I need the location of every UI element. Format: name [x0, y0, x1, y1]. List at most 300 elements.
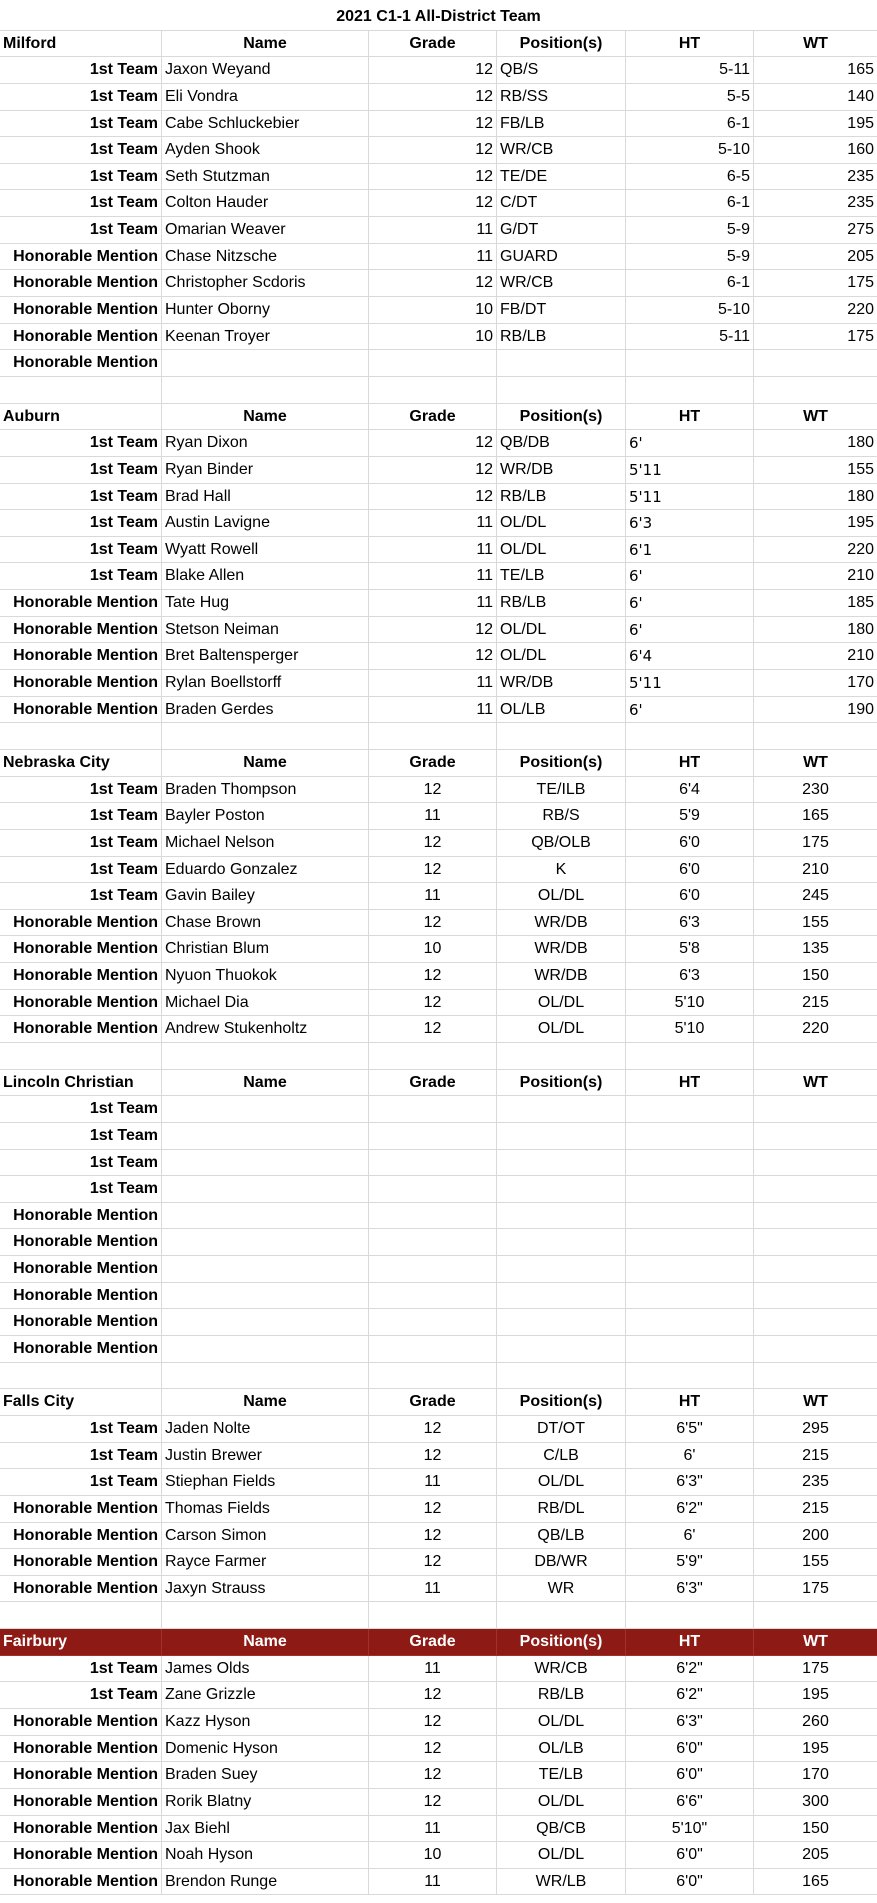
empty-cell[interactable]: [0, 377, 162, 404]
empty-cell[interactable]: [497, 1602, 626, 1629]
player-height[interactable]: 6'4: [626, 777, 754, 804]
honor-level[interactable]: Honorable Mention: [0, 244, 162, 271]
player-position[interactable]: WR/CB: [497, 137, 626, 164]
player-position[interactable]: OL/LB: [497, 697, 626, 724]
honor-level[interactable]: 1st Team: [0, 84, 162, 111]
player-name[interactable]: Carson Simon: [162, 1523, 369, 1550]
header-height[interactable]: HT: [626, 31, 754, 58]
player-name[interactable]: Brendon Runge: [162, 1869, 369, 1896]
player-name[interactable]: Andrew Stukenholtz: [162, 1016, 369, 1043]
player-name[interactable]: Justin Brewer: [162, 1443, 369, 1470]
team-name[interactable]: Falls City: [0, 1389, 162, 1416]
empty-cell[interactable]: [369, 1043, 497, 1070]
player-name[interactable]: Michael Dia: [162, 990, 369, 1017]
player-name[interactable]: Thomas Fields: [162, 1496, 369, 1523]
player-weight[interactable]: [754, 350, 877, 377]
honor-level[interactable]: Honorable Mention: [0, 1283, 162, 1310]
player-position[interactable]: [497, 1123, 626, 1150]
player-grade[interactable]: 12: [369, 270, 497, 297]
honor-level[interactable]: Honorable Mention: [0, 1309, 162, 1336]
empty-cell[interactable]: [0, 1363, 162, 1390]
player-grade[interactable]: 12: [369, 1682, 497, 1709]
header-name[interactable]: Name: [162, 750, 369, 777]
empty-cell[interactable]: [754, 1363, 877, 1390]
player-height[interactable]: [626, 1123, 754, 1150]
player-name[interactable]: Stetson Neiman: [162, 617, 369, 644]
empty-cell[interactable]: [497, 1363, 626, 1390]
player-height[interactable]: [626, 1176, 754, 1203]
player-weight[interactable]: 165: [754, 803, 877, 830]
player-grade[interactable]: 11: [369, 1656, 497, 1683]
player-weight[interactable]: 220: [754, 537, 877, 564]
header-grade[interactable]: Grade: [369, 404, 497, 431]
player-name[interactable]: [162, 1283, 369, 1310]
player-position[interactable]: WR/DB: [497, 457, 626, 484]
player-grade[interactable]: 12: [369, 164, 497, 191]
header-height[interactable]: HT: [626, 1389, 754, 1416]
player-name[interactable]: [162, 1203, 369, 1230]
honor-level[interactable]: Honorable Mention: [0, 1203, 162, 1230]
player-height[interactable]: 6-1: [626, 190, 754, 217]
player-position[interactable]: TE/DE: [497, 164, 626, 191]
player-grade[interactable]: 11: [369, 1469, 497, 1496]
player-position[interactable]: OL/DL: [497, 1789, 626, 1816]
empty-cell[interactable]: [162, 723, 369, 750]
player-grade[interactable]: 12: [369, 111, 497, 138]
player-position[interactable]: K: [497, 857, 626, 884]
player-weight[interactable]: 205: [754, 1842, 877, 1869]
header-name[interactable]: Name: [162, 1629, 369, 1656]
player-position[interactable]: QB/CB: [497, 1816, 626, 1843]
honor-level[interactable]: Honorable Mention: [0, 1816, 162, 1843]
header-position[interactable]: Position(s): [497, 1389, 626, 1416]
honor-level[interactable]: 1st Team: [0, 1123, 162, 1150]
player-grade[interactable]: [369, 1176, 497, 1203]
honor-level[interactable]: Honorable Mention: [0, 1762, 162, 1789]
player-name[interactable]: Stiephan Fields: [162, 1469, 369, 1496]
player-weight[interactable]: [754, 1096, 877, 1123]
honor-level[interactable]: Honorable Mention: [0, 1842, 162, 1869]
player-height[interactable]: 6'0": [626, 1869, 754, 1896]
empty-cell[interactable]: [162, 1602, 369, 1629]
player-weight[interactable]: 235: [754, 190, 877, 217]
player-grade[interactable]: 11: [369, 803, 497, 830]
empty-cell[interactable]: [754, 1043, 877, 1070]
player-grade[interactable]: 12: [369, 777, 497, 804]
honor-level[interactable]: Honorable Mention: [0, 350, 162, 377]
player-weight[interactable]: 170: [754, 1762, 877, 1789]
player-weight[interactable]: 140: [754, 84, 877, 111]
player-grade[interactable]: 11: [369, 217, 497, 244]
player-position[interactable]: [497, 1150, 626, 1177]
player-weight[interactable]: 180: [754, 430, 877, 457]
player-grade[interactable]: 12: [369, 857, 497, 884]
header-height[interactable]: HT: [626, 1629, 754, 1656]
player-position[interactable]: [497, 350, 626, 377]
player-height[interactable]: 6'5": [626, 1416, 754, 1443]
player-name[interactable]: Seth Stutzman: [162, 164, 369, 191]
player-grade[interactable]: 11: [369, 537, 497, 564]
empty-cell[interactable]: [162, 1363, 369, 1390]
player-position[interactable]: DB/WR: [497, 1549, 626, 1576]
empty-cell[interactable]: [754, 377, 877, 404]
player-height[interactable]: 6'0": [626, 1736, 754, 1763]
player-weight[interactable]: [754, 1123, 877, 1150]
player-weight[interactable]: [754, 1203, 877, 1230]
player-grade[interactable]: 12: [369, 1709, 497, 1736]
player-position[interactable]: OL/DL: [497, 883, 626, 910]
header-grade[interactable]: Grade: [369, 1070, 497, 1097]
honor-level[interactable]: Honorable Mention: [0, 1496, 162, 1523]
player-weight[interactable]: 210: [754, 563, 877, 590]
player-grade[interactable]: 12: [369, 457, 497, 484]
honor-level[interactable]: 1st Team: [0, 1682, 162, 1709]
team-name[interactable]: Auburn: [0, 404, 162, 431]
player-name[interactable]: Rorik Blatny: [162, 1789, 369, 1816]
header-position[interactable]: Position(s): [497, 404, 626, 431]
player-position[interactable]: RB/S: [497, 803, 626, 830]
player-position[interactable]: OL/DL: [497, 1016, 626, 1043]
player-height[interactable]: [626, 350, 754, 377]
player-weight[interactable]: 220: [754, 297, 877, 324]
player-height[interactable]: 6'2": [626, 1496, 754, 1523]
player-weight[interactable]: 195: [754, 1682, 877, 1709]
player-name[interactable]: Austin Lavigne: [162, 510, 369, 537]
player-grade[interactable]: 12: [369, 1549, 497, 1576]
player-position[interactable]: RB/LB: [497, 1682, 626, 1709]
player-height[interactable]: [626, 1203, 754, 1230]
player-height[interactable]: 6': [626, 1443, 754, 1470]
sheet-title[interactable]: 2021 C1-1 All-District Team: [0, 4, 877, 31]
honor-level[interactable]: Honorable Mention: [0, 617, 162, 644]
header-name[interactable]: Name: [162, 1070, 369, 1097]
player-height[interactable]: 5'11: [626, 457, 754, 484]
player-weight[interactable]: 175: [754, 324, 877, 351]
player-grade[interactable]: [369, 1203, 497, 1230]
player-name[interactable]: Nyuon Thuokok: [162, 963, 369, 990]
player-grade[interactable]: 12: [369, 430, 497, 457]
player-weight[interactable]: 295: [754, 1416, 877, 1443]
player-name[interactable]: Rylan Boellstorff: [162, 670, 369, 697]
player-weight[interactable]: 205: [754, 244, 877, 271]
honor-level[interactable]: Honorable Mention: [0, 1336, 162, 1363]
header-name[interactable]: Name: [162, 31, 369, 58]
player-grade[interactable]: 12: [369, 484, 497, 511]
empty-cell[interactable]: [497, 1043, 626, 1070]
player-name[interactable]: [162, 1256, 369, 1283]
empty-cell[interactable]: [626, 723, 754, 750]
player-position[interactable]: GUARD: [497, 244, 626, 271]
player-height[interactable]: 6': [626, 430, 754, 457]
honor-level[interactable]: 1st Team: [0, 883, 162, 910]
player-name[interactable]: Brad Hall: [162, 484, 369, 511]
honor-level[interactable]: 1st Team: [0, 1096, 162, 1123]
player-position[interactable]: [497, 1229, 626, 1256]
player-name[interactable]: James Olds: [162, 1656, 369, 1683]
player-height[interactable]: 6'3": [626, 1469, 754, 1496]
player-position[interactable]: OL/DL: [497, 537, 626, 564]
player-position[interactable]: WR/LB: [497, 1869, 626, 1896]
empty-cell[interactable]: [754, 723, 877, 750]
honor-level[interactable]: 1st Team: [0, 1443, 162, 1470]
player-height[interactable]: [626, 1309, 754, 1336]
player-name[interactable]: [162, 1123, 369, 1150]
honor-level[interactable]: 1st Team: [0, 217, 162, 244]
honor-level[interactable]: Honorable Mention: [0, 590, 162, 617]
player-weight[interactable]: 155: [754, 1549, 877, 1576]
player-grade[interactable]: 12: [369, 617, 497, 644]
header-weight[interactable]: WT: [754, 31, 877, 58]
player-position[interactable]: OL/DL: [497, 1842, 626, 1869]
player-position[interactable]: OL/DL: [497, 1709, 626, 1736]
header-name[interactable]: Name: [162, 404, 369, 431]
player-position[interactable]: QB/LB: [497, 1523, 626, 1550]
player-grade[interactable]: 12: [369, 990, 497, 1017]
player-weight[interactable]: 135: [754, 936, 877, 963]
honor-level[interactable]: 1st Team: [0, 190, 162, 217]
player-name[interactable]: Ryan Binder: [162, 457, 369, 484]
player-name[interactable]: [162, 1229, 369, 1256]
header-grade[interactable]: Grade: [369, 31, 497, 58]
honor-level[interactable]: 1st Team: [0, 1176, 162, 1203]
player-height[interactable]: 6'0": [626, 1842, 754, 1869]
honor-level[interactable]: 1st Team: [0, 457, 162, 484]
player-height[interactable]: 6-1: [626, 111, 754, 138]
honor-level[interactable]: 1st Team: [0, 777, 162, 804]
honor-level[interactable]: 1st Team: [0, 164, 162, 191]
honor-level[interactable]: 1st Team: [0, 830, 162, 857]
player-height[interactable]: 6'3": [626, 1709, 754, 1736]
honor-level[interactable]: 1st Team: [0, 857, 162, 884]
player-position[interactable]: QB/S: [497, 57, 626, 84]
player-grade[interactable]: [369, 1283, 497, 1310]
player-grade[interactable]: 10: [369, 936, 497, 963]
player-weight[interactable]: 210: [754, 857, 877, 884]
header-grade[interactable]: Grade: [369, 1389, 497, 1416]
player-weight[interactable]: 215: [754, 1443, 877, 1470]
player-grade[interactable]: 11: [369, 697, 497, 724]
honor-level[interactable]: 1st Team: [0, 1416, 162, 1443]
player-weight[interactable]: 175: [754, 1656, 877, 1683]
honor-level[interactable]: Honorable Mention: [0, 270, 162, 297]
player-grade[interactable]: [369, 1309, 497, 1336]
honor-level[interactable]: 1st Team: [0, 1469, 162, 1496]
honor-level[interactable]: Honorable Mention: [0, 1229, 162, 1256]
player-position[interactable]: WR/CB: [497, 270, 626, 297]
player-weight[interactable]: 180: [754, 484, 877, 511]
player-weight[interactable]: 200: [754, 1523, 877, 1550]
empty-cell[interactable]: [497, 377, 626, 404]
honor-level[interactable]: 1st Team: [0, 484, 162, 511]
header-height[interactable]: HT: [626, 1070, 754, 1097]
header-position[interactable]: Position(s): [497, 1070, 626, 1097]
header-grade[interactable]: Grade: [369, 1629, 497, 1656]
empty-cell[interactable]: [626, 1602, 754, 1629]
player-weight[interactable]: [754, 1256, 877, 1283]
player-weight[interactable]: 195: [754, 510, 877, 537]
player-name[interactable]: [162, 1096, 369, 1123]
player-height[interactable]: 5'11: [626, 484, 754, 511]
empty-cell[interactable]: [369, 1602, 497, 1629]
player-grade[interactable]: 12: [369, 1496, 497, 1523]
honor-level[interactable]: Honorable Mention: [0, 936, 162, 963]
player-name[interactable]: Blake Allen: [162, 563, 369, 590]
player-weight[interactable]: [754, 1309, 877, 1336]
empty-cell[interactable]: [626, 1363, 754, 1390]
honor-level[interactable]: Honorable Mention: [0, 324, 162, 351]
player-grade[interactable]: 12: [369, 1736, 497, 1763]
player-grade[interactable]: 12: [369, 830, 497, 857]
player-weight[interactable]: 210: [754, 643, 877, 670]
player-height[interactable]: 5'8: [626, 936, 754, 963]
player-position[interactable]: FB/LB: [497, 111, 626, 138]
player-grade[interactable]: 12: [369, 910, 497, 937]
player-height[interactable]: 5-9: [626, 244, 754, 271]
player-name[interactable]: Hunter Oborny: [162, 297, 369, 324]
player-grade[interactable]: 12: [369, 57, 497, 84]
player-weight[interactable]: 235: [754, 1469, 877, 1496]
player-weight[interactable]: 155: [754, 457, 877, 484]
honor-level[interactable]: 1st Team: [0, 430, 162, 457]
honor-level[interactable]: Honorable Mention: [0, 1016, 162, 1043]
player-name[interactable]: Chase Brown: [162, 910, 369, 937]
player-grade[interactable]: [369, 1336, 497, 1363]
player-height[interactable]: 5'9": [626, 1549, 754, 1576]
player-position[interactable]: WR/DB: [497, 963, 626, 990]
player-height[interactable]: 6'3: [626, 910, 754, 937]
honor-level[interactable]: 1st Team: [0, 537, 162, 564]
player-weight[interactable]: 195: [754, 1736, 877, 1763]
honor-level[interactable]: Honorable Mention: [0, 990, 162, 1017]
player-name[interactable]: Michael Nelson: [162, 830, 369, 857]
player-name[interactable]: [162, 1176, 369, 1203]
player-position[interactable]: OL/DL: [497, 1469, 626, 1496]
player-weight[interactable]: 165: [754, 57, 877, 84]
honor-level[interactable]: Honorable Mention: [0, 697, 162, 724]
player-name[interactable]: Omarian Weaver: [162, 217, 369, 244]
team-name[interactable]: Milford: [0, 31, 162, 58]
player-weight[interactable]: 275: [754, 217, 877, 244]
player-grade[interactable]: [369, 1123, 497, 1150]
player-weight[interactable]: 235: [754, 164, 877, 191]
player-grade[interactable]: [369, 350, 497, 377]
player-grade[interactable]: 12: [369, 137, 497, 164]
empty-cell[interactable]: [0, 1043, 162, 1070]
player-name[interactable]: Tate Hug: [162, 590, 369, 617]
player-name[interactable]: Domenic Hyson: [162, 1736, 369, 1763]
team-name[interactable]: Lincoln Christian: [0, 1070, 162, 1097]
player-height[interactable]: 5'9: [626, 803, 754, 830]
player-name[interactable]: Braden Gerdes: [162, 697, 369, 724]
player-grade[interactable]: 11: [369, 563, 497, 590]
player-weight[interactable]: 190: [754, 697, 877, 724]
empty-cell[interactable]: [162, 1043, 369, 1070]
player-position[interactable]: G/DT: [497, 217, 626, 244]
player-height[interactable]: 5-5: [626, 84, 754, 111]
player-position[interactable]: [497, 1309, 626, 1336]
honor-level[interactable]: Honorable Mention: [0, 1736, 162, 1763]
player-name[interactable]: Rayce Farmer: [162, 1549, 369, 1576]
player-position[interactable]: RB/LB: [497, 324, 626, 351]
header-grade[interactable]: Grade: [369, 750, 497, 777]
player-position[interactable]: OL/LB: [497, 1736, 626, 1763]
player-weight[interactable]: 215: [754, 990, 877, 1017]
player-name[interactable]: Jaxyn Strauss: [162, 1576, 369, 1603]
player-height[interactable]: 6'0: [626, 830, 754, 857]
player-weight[interactable]: 220: [754, 1016, 877, 1043]
player-height[interactable]: 6'1: [626, 537, 754, 564]
player-height[interactable]: 5-10: [626, 137, 754, 164]
player-position[interactable]: OL/DL: [497, 990, 626, 1017]
player-weight[interactable]: 175: [754, 830, 877, 857]
player-height[interactable]: [626, 1336, 754, 1363]
player-name[interactable]: Jaden Nolte: [162, 1416, 369, 1443]
player-grade[interactable]: 10: [369, 1842, 497, 1869]
player-height[interactable]: 6': [626, 563, 754, 590]
player-weight[interactable]: 175: [754, 1576, 877, 1603]
player-name[interactable]: [162, 1309, 369, 1336]
empty-cell[interactable]: [497, 723, 626, 750]
player-weight[interactable]: [754, 1176, 877, 1203]
player-grade[interactable]: [369, 1096, 497, 1123]
player-height[interactable]: [626, 1150, 754, 1177]
honor-level[interactable]: Honorable Mention: [0, 1256, 162, 1283]
player-name[interactable]: Noah Hyson: [162, 1842, 369, 1869]
honor-level[interactable]: Honorable Mention: [0, 1869, 162, 1896]
player-height[interactable]: 6'2": [626, 1656, 754, 1683]
player-weight[interactable]: 215: [754, 1496, 877, 1523]
player-name[interactable]: Jaxon Weyand: [162, 57, 369, 84]
empty-cell[interactable]: [369, 1363, 497, 1390]
player-name[interactable]: Christian Blum: [162, 936, 369, 963]
header-weight[interactable]: WT: [754, 1389, 877, 1416]
player-height[interactable]: 6': [626, 617, 754, 644]
player-grade[interactable]: [369, 1229, 497, 1256]
player-height[interactable]: 6-5: [626, 164, 754, 191]
honor-level[interactable]: Honorable Mention: [0, 297, 162, 324]
honor-level[interactable]: 1st Team: [0, 510, 162, 537]
honor-level[interactable]: 1st Team: [0, 111, 162, 138]
player-height[interactable]: 6'0: [626, 883, 754, 910]
player-position[interactable]: FB/DT: [497, 297, 626, 324]
header-position[interactable]: Position(s): [497, 31, 626, 58]
player-height[interactable]: 5-11: [626, 324, 754, 351]
player-grade[interactable]: 11: [369, 1869, 497, 1896]
honor-level[interactable]: Honorable Mention: [0, 1709, 162, 1736]
player-weight[interactable]: 180: [754, 617, 877, 644]
honor-level[interactable]: Honorable Mention: [0, 670, 162, 697]
player-position[interactable]: C/LB: [497, 1443, 626, 1470]
player-weight[interactable]: 150: [754, 1816, 877, 1843]
honor-level[interactable]: Honorable Mention: [0, 1523, 162, 1550]
empty-cell[interactable]: [626, 1043, 754, 1070]
player-weight[interactable]: 195: [754, 111, 877, 138]
player-name[interactable]: Braden Suey: [162, 1762, 369, 1789]
empty-cell[interactable]: [369, 723, 497, 750]
player-weight[interactable]: 260: [754, 1709, 877, 1736]
honor-level[interactable]: 1st Team: [0, 57, 162, 84]
player-grade[interactable]: 11: [369, 1576, 497, 1603]
player-grade[interactable]: 11: [369, 670, 497, 697]
player-weight[interactable]: 175: [754, 270, 877, 297]
player-height[interactable]: 5'10: [626, 990, 754, 1017]
player-height[interactable]: 6'4: [626, 643, 754, 670]
player-name[interactable]: [162, 1150, 369, 1177]
header-weight[interactable]: WT: [754, 404, 877, 431]
header-position[interactable]: Position(s): [497, 750, 626, 777]
player-position[interactable]: OL/DL: [497, 617, 626, 644]
player-position[interactable]: WR/CB: [497, 1656, 626, 1683]
